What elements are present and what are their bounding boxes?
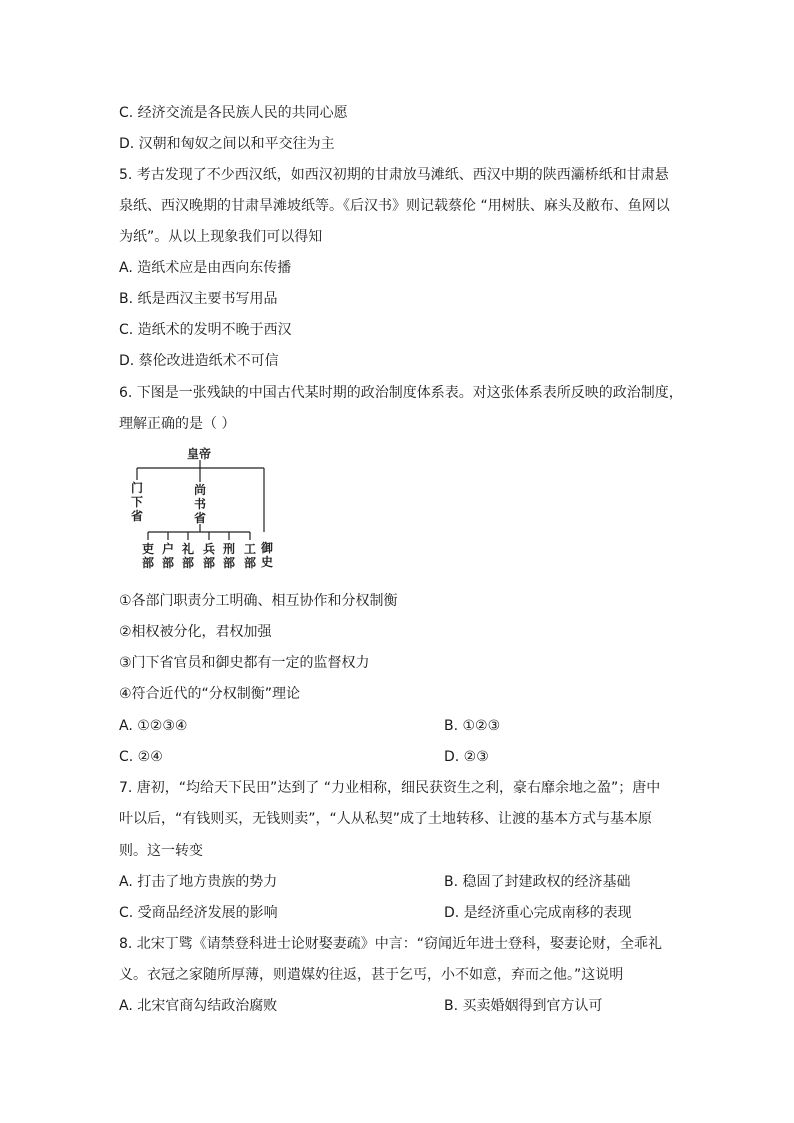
shangshu-char-1: 尚 xyxy=(194,483,207,497)
q6-statement-1: ①各部门职责分工明确、相互协作和分权制衡 xyxy=(119,593,398,609)
menxia-char-3: 省 xyxy=(131,509,144,523)
bingbu-char-1: 兵 xyxy=(203,542,216,556)
q8-option-b: B. 买卖婚姻得到官方认可 xyxy=(444,998,603,1014)
q7-option-b: B. 稳固了封建政权的经济基础 xyxy=(444,874,631,890)
q5-option-b: B. 纸是西汉主要书写用品 xyxy=(119,291,278,307)
q5-stem-2: 泉纸、西汉晚期的甘肃旱滩坡纸等。《后汉书》则记载蔡伦 “用树肤、麻头及敝布、鱼网以 xyxy=(119,198,670,214)
hubu-char-2: 部 xyxy=(162,556,175,570)
government-system-diagram xyxy=(128,446,278,578)
libu-char-1: 吏 xyxy=(142,542,155,556)
shangshu-char-2: 书 xyxy=(194,497,207,511)
shangshu-char-3: 省 xyxy=(194,511,207,525)
q7-stem-3: 则。这一转变 xyxy=(119,843,203,859)
xingbu-char-2: 部 xyxy=(223,556,236,570)
line-c-jingji: C. 经济交流是各民族人民的共同心愿 xyxy=(119,105,348,121)
gongbu-char-2: 部 xyxy=(244,556,257,570)
q7-stem-2: 叶以后，“有钱则买，无钱则卖”，“人从私契”成了土地转移、让渡的基本方式与基本原 xyxy=(119,811,653,827)
q6-stem-2: 理解正确的是（ ） xyxy=(119,416,236,432)
menxia-char-2: 下 xyxy=(131,495,144,509)
menxia-char-1: 门 xyxy=(131,481,144,495)
gongbu-char-1: 工 xyxy=(244,542,257,556)
yushi-char-1: 御 xyxy=(261,541,274,555)
q6-option-c: C. ②④ xyxy=(119,749,163,765)
q6-option-b: B. ①②③ xyxy=(444,718,501,734)
q5-option-c: C. 造纸术的发明不晚于西汉 xyxy=(119,322,292,338)
libu-char-2: 部 xyxy=(142,556,155,570)
q8-stem-2: 义。衣冠之家随所厚薄，则遣媒妁往返，甚于乞丐，小不如意，弃而之他。”这说明 xyxy=(119,967,624,983)
q6-stem-1: 6. 下图是一张残缺的中国古代某时期的政治制度体系表。对这张体系表所反映的政治制度， xyxy=(119,385,683,401)
libu2-char-1: 礼 xyxy=(182,542,195,556)
q5-stem-1: 5. 考古发现了不少西汉纸，如西汉初期的甘肃放马滩纸、西汉中期的陕西灞桥纸和甘肃悬 xyxy=(119,167,669,183)
q8-option-a: A. 北宋官商勾结政治腐败 xyxy=(119,998,278,1014)
line-d-hanchao: D. 汉朝和匈奴之间以和平交往为主 xyxy=(119,136,335,152)
q6-statement-2: ②相权被分化，君权加强 xyxy=(119,624,272,640)
q7-option-c: C. 受商品经济发展的影响 xyxy=(119,905,278,921)
emperor-label: 皇帝 xyxy=(187,447,212,461)
q7-stem-1: 7. 唐初，“均给天下民田”达到了 “力业相称，细民获资生之利，豪右靡余地之盈”；唐中 xyxy=(119,780,661,796)
q6-statement-4: ④符合近代的“分权制衡”理论 xyxy=(119,686,301,702)
xingbu-char-1: 刑 xyxy=(223,542,236,556)
q5-stem-3: 为纸”。从以上现象我们可以得知 xyxy=(119,229,323,245)
q6-option-d: D. ②③ xyxy=(444,749,489,765)
yushi-char-2: 史 xyxy=(261,555,274,569)
hubu-char-1: 户 xyxy=(162,542,175,556)
q6-option-a: A. ①②③④ xyxy=(119,718,188,734)
libu2-char-2: 部 xyxy=(182,556,195,570)
q5-option-a: A. 造纸术应是由西向东传播 xyxy=(119,260,292,276)
q5-option-d: D. 蔡伦改进造纸术不可信 xyxy=(119,353,279,369)
q7-option-d: D. 是经济重心完成南移的表现 xyxy=(444,905,632,921)
bingbu-char-2: 部 xyxy=(203,556,216,570)
q8-stem-1: 8. 北宋丁骘《请禁登科进士论财娶妻疏》中言：“窃闻近年进士登科，娶妻论财，全乖礼 xyxy=(119,936,663,952)
q6-statement-3: ③门下省官员和御史都有一定的监督权力 xyxy=(119,655,370,671)
q7-option-a: A. 打击了地方贵族的势力 xyxy=(119,874,278,890)
